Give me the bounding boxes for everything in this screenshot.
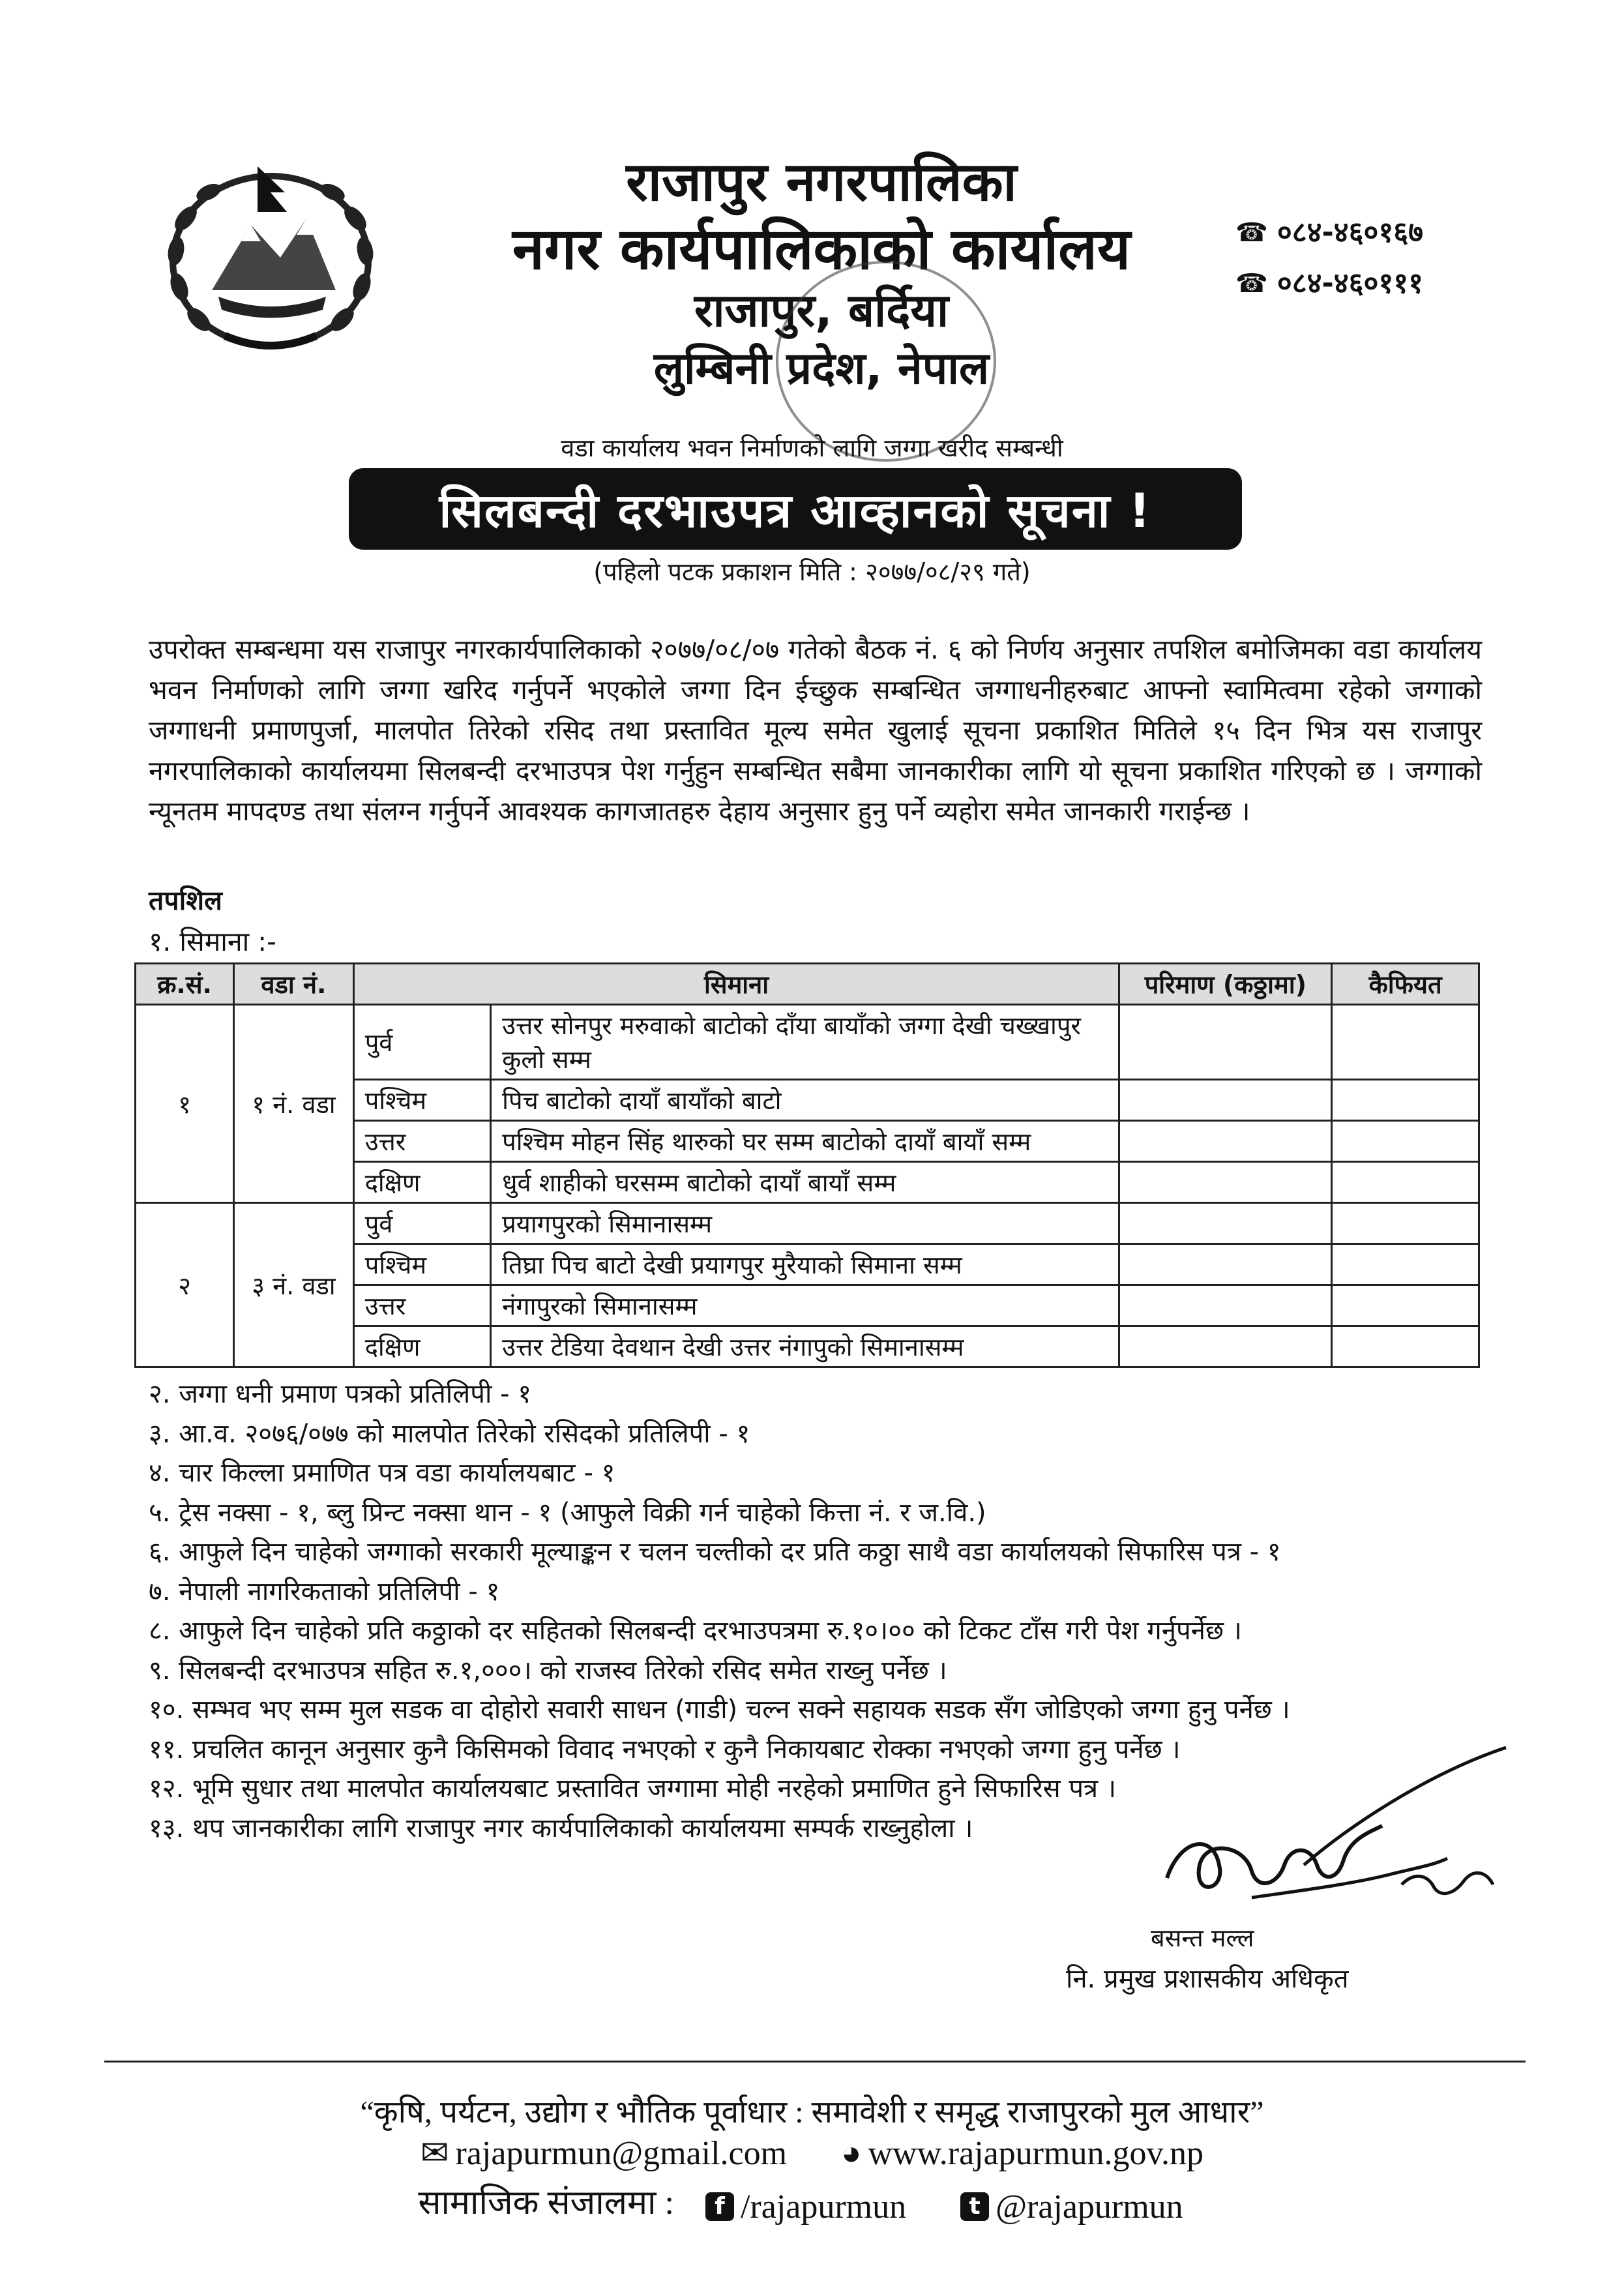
table-header-row: [136, 964, 1479, 1005]
table-row: [136, 1005, 1479, 1080]
direction-cell: पुर्व: [353, 1203, 490, 1244]
column-header-quantity: परिमाण (कठ्ठामा): [1119, 964, 1332, 1005]
list-item: ४. चार किल्ला प्रमाणित पत्र वडा कार्यालयबाट - १: [149, 1458, 615, 1488]
office-name: नगर कार्यपालिकाको कार्यालय: [512, 215, 1130, 282]
office-location: राजापुर, बर्दिया: [694, 284, 949, 337]
footer-contacts: [0, 2134, 1624, 2173]
ward-cell: ३ नं. वडा: [234, 1203, 354, 1367]
remarks-cell: [1332, 1121, 1479, 1162]
facebook-handle[interactable]: /rajapurmun: [740, 2188, 907, 2226]
remarks-cell: [1332, 1005, 1479, 1080]
boundary-cell: पश्चिम मोहन सिंह थारुको घर सम्म बाटोको दायाँ बायाँ सम्म: [491, 1121, 1119, 1162]
telephone-icon: ☎: [1235, 218, 1268, 248]
phone-number-row: [1235, 207, 1423, 258]
municipality-name: राजापुर नगरपालिका: [626, 151, 1017, 213]
list-item: ३. आ.व. २०७६/०७७ को मालपोत तिरेको रसिदको प्रतिलिपी - १: [149, 1418, 750, 1449]
remarks-cell: [1332, 1162, 1479, 1203]
boundary-subheading: १. सिमाना :-: [149, 926, 276, 957]
website-url[interactable]: www.rajapurmun.gov.np: [868, 2135, 1204, 2172]
list-item: २. जग्गा धनी प्रमाण पत्रको प्रतिलिपी - १: [149, 1379, 532, 1409]
quantity-cell: [1119, 1121, 1332, 1162]
details-heading: तपशिल: [149, 885, 222, 916]
serial-number-cell: २: [136, 1203, 234, 1367]
direction-cell: पुर्व: [353, 1005, 490, 1080]
envelope-icon: ✉: [420, 2135, 449, 2172]
quantity-cell: [1119, 1080, 1332, 1121]
remarks-cell: [1332, 1080, 1479, 1121]
website-contact[interactable]: [841, 2134, 1203, 2173]
quantity-cell: [1119, 1162, 1332, 1203]
boundary-cell: उत्तर टेडिया देवथान देखी उत्तर नंगापुको सिमानासम्म: [491, 1326, 1119, 1367]
list-item: १३. थप जानकारीका लागि राजापुर नगर कार्यपालिकाको कार्यालयमा सम्पर्क राख्नुहोला ।: [149, 1813, 973, 1843]
list-item: ५. ट्रेस नक्सा - १, ब्लु प्रिन्ट नक्सा थान - १ (आफुले विक्री गर्न चाहेको कित्ता नं. र ज.वि.): [149, 1497, 986, 1528]
twitter-icon: t: [960, 2192, 989, 2221]
direction-cell: पश्चिम: [353, 1080, 490, 1121]
direction-cell: दक्षिण: [353, 1162, 490, 1203]
serial-number-cell: १: [136, 1005, 234, 1203]
phone-number: ०८४-४६०१६७: [1277, 216, 1424, 249]
email-address[interactable]: rajapurmun@gmail.com: [455, 2134, 788, 2172]
direction-cell: उत्तर: [353, 1285, 490, 1326]
facebook-link[interactable]: [705, 2188, 906, 2226]
boundary-cell: धुर्व शाहीको घरसम्म बाटोको दायाँ बायाँ सम्म: [491, 1162, 1119, 1203]
quantity-cell: [1119, 1285, 1332, 1326]
remarks-cell: [1332, 1326, 1479, 1367]
ward-cell: १ नं. वडा: [234, 1005, 354, 1203]
remarks-cell: [1332, 1285, 1479, 1326]
office-province: लुम्बिनी प्रदेश, नेपाल: [653, 343, 990, 395]
social-label: सामाजिक संजालमा :: [418, 2184, 674, 2222]
list-item: १२. भूमि सुधार तथा मालपोत कार्यालयबाट प्रस्तावित जग्गामा मोही नरहेको प्रमाणित हुने सिफारिस पत्र ।: [149, 1774, 1117, 1804]
quantity-cell: [1119, 1326, 1332, 1367]
column-header-sn: क्र.सं.: [136, 964, 234, 1005]
intro-paragraph: उपरोक्त सम्बन्धमा यस राजापुर नगरकार्यपालिकाको २०७७/०८/०७ गतेको बैठक नं. ६ को निर्णय अनुसार तपशिल बमोजिमका वडा कार्यालय भवन निर्माणको लागि जग्गा खरिद गर्नुपर्ने भएकोले जग्गा दिन ईच्छुक सम्बन्धित जग्गाधनीहरुबाट आफ्नो स्वामित्वमा रहेको जग्गाको जग्गाधनी प्रमाणपुर्जा, मालपोत तिरेको रसिद तथा प्रस्तावित मूल्य समेत खुलाई सूचना प्रकाशित मितिले १५ दिन भित्र यस राजापुर नगरपालिकाको कार्यालयमा सिलबन्दी दरभाउपत्र पेश गर्नुहुन सम्बन्धित सबैमा जानकारीका लागि यो सूचना प्रकाशित गरिएको छ । जग्गाको न्यूनतम मापदण्ड तथा संलग्न गर्नुपर्ने आवश्यक कागजातहरु देहाय अनुसार हुनु पर्ने व्यहोरा समेत जानकारी गराईन्छ ।: [149, 634, 1482, 827]
globe-icon: ◕: [841, 2135, 862, 2172]
signatory-title: नि. प्रमुख प्रशासकीय अधिकृत: [1066, 1964, 1349, 1994]
list-item: ७. नेपाली नागरिकताको प्रतिलिपी - १: [149, 1576, 500, 1607]
boundary-table: [134, 962, 1480, 1368]
boundary-cell: तिघ्रा पिच बाटो देखी प्रयागपुर मुरैयाको सिमाना सम्म: [491, 1244, 1119, 1285]
footer-social: [0, 2178, 1624, 2226]
footer-divider: [104, 2061, 1526, 2063]
twitter-handle[interactable]: @rajapurmun: [996, 2188, 1183, 2226]
handwritten-signature: [1154, 1735, 1519, 1930]
quantity-cell: [1119, 1244, 1332, 1285]
column-header-remarks: कैफियत: [1332, 964, 1479, 1005]
column-header-boundary: सिमाना: [353, 964, 1119, 1005]
boundary-cell: प्रयागपुरको सिमानासम्म: [491, 1203, 1119, 1244]
boundary-cell: उत्तर सोनपुर मरुवाको बाटोको दाँया बायाँको जग्गा देखी चख्खापुर कुलो सम्म: [491, 1005, 1119, 1080]
phone-list: [1235, 207, 1423, 309]
notice-subject: वडा कार्यालय भवन निर्माणको लागि जग्गा खरीद सम्बन्धी: [561, 434, 1063, 462]
email-contact[interactable]: [421, 2134, 787, 2173]
list-item: ८. आफुले दिन चाहेको प्रति कठ्ठाको दर सहितको सिलबन्दी दरभाउपत्रमा रु.१०।०० को टिकट टाँस गरी पेश गर्नुपर्नेछ ।: [149, 1616, 1242, 1646]
footer-motto: “कृषि, पर्यटन, उद्योग र भौतिक पूर्वाधार : समावेशी र समृद्ध राजापुरको मुल आधार”: [360, 2095, 1264, 2130]
boundary-cell: पिच बाटोको दायाँ बायाँको बाटो: [491, 1080, 1119, 1121]
direction-cell: पश्चिम: [353, 1244, 490, 1285]
nepal-emblem-icon: [140, 147, 401, 368]
twitter-link[interactable]: [960, 2188, 1183, 2226]
telephone-icon: ☎: [1235, 269, 1268, 299]
direction-cell: दक्षिण: [353, 1326, 490, 1367]
quantity-cell: [1119, 1203, 1332, 1244]
list-item: ११. प्रचलित कानून अनुसार कुनै किसिमको विवाद नभएको र कुनै निकायबाट रोक्का नभएको जग्गा हुनु पर्नेछ ।: [149, 1734, 1181, 1765]
publication-date: (पहिलो पटक प्रकाशन मिति : २०७७/०८/२९ गते): [593, 558, 1031, 586]
phone-number: ०८४-४६०१११: [1277, 267, 1424, 300]
boundary-cell: नंगापुरको सिमानासम्म: [491, 1285, 1119, 1326]
quantity-cell: [1119, 1005, 1332, 1080]
table-row: [136, 1203, 1479, 1244]
list-item: ६. आफुले दिन चाहेको जग्गाको सरकारी मूल्याङ्कन र चलन चल्तीको दर प्रति कठ्ठा साथै वडा कार्यालयको सिफारिस पत्र - १: [149, 1537, 1281, 1567]
signatory-name: बसन्त मल्ल: [1151, 1924, 1254, 1952]
requirements-list: [149, 1375, 1290, 1848]
facebook-icon: f: [705, 2192, 734, 2221]
notice-title-banner: सिलबन्दी दरभाउपत्र आव्हानको सूचना !: [349, 468, 1242, 550]
list-item: १०. सम्भव भए सम्म मुल सडक वा दोहोरो सवारी साधन (गाडी) चल्न सक्ने सहायक सडक सँग जोडिएको जग्गा हुनु पर्नेछ ।: [149, 1695, 1290, 1725]
column-header-ward: वडा नं.: [234, 964, 354, 1005]
remarks-cell: [1332, 1244, 1479, 1285]
direction-cell: उत्तर: [353, 1121, 490, 1162]
list-item: ९. सिलबन्दी दरभाउपत्र सहित रु.१,०००। को राजस्व तिरेको रसिद समेत राख्नु पर्नेछ ।: [149, 1655, 947, 1686]
phone-number-row: [1235, 258, 1423, 309]
remarks-cell: [1332, 1203, 1479, 1244]
